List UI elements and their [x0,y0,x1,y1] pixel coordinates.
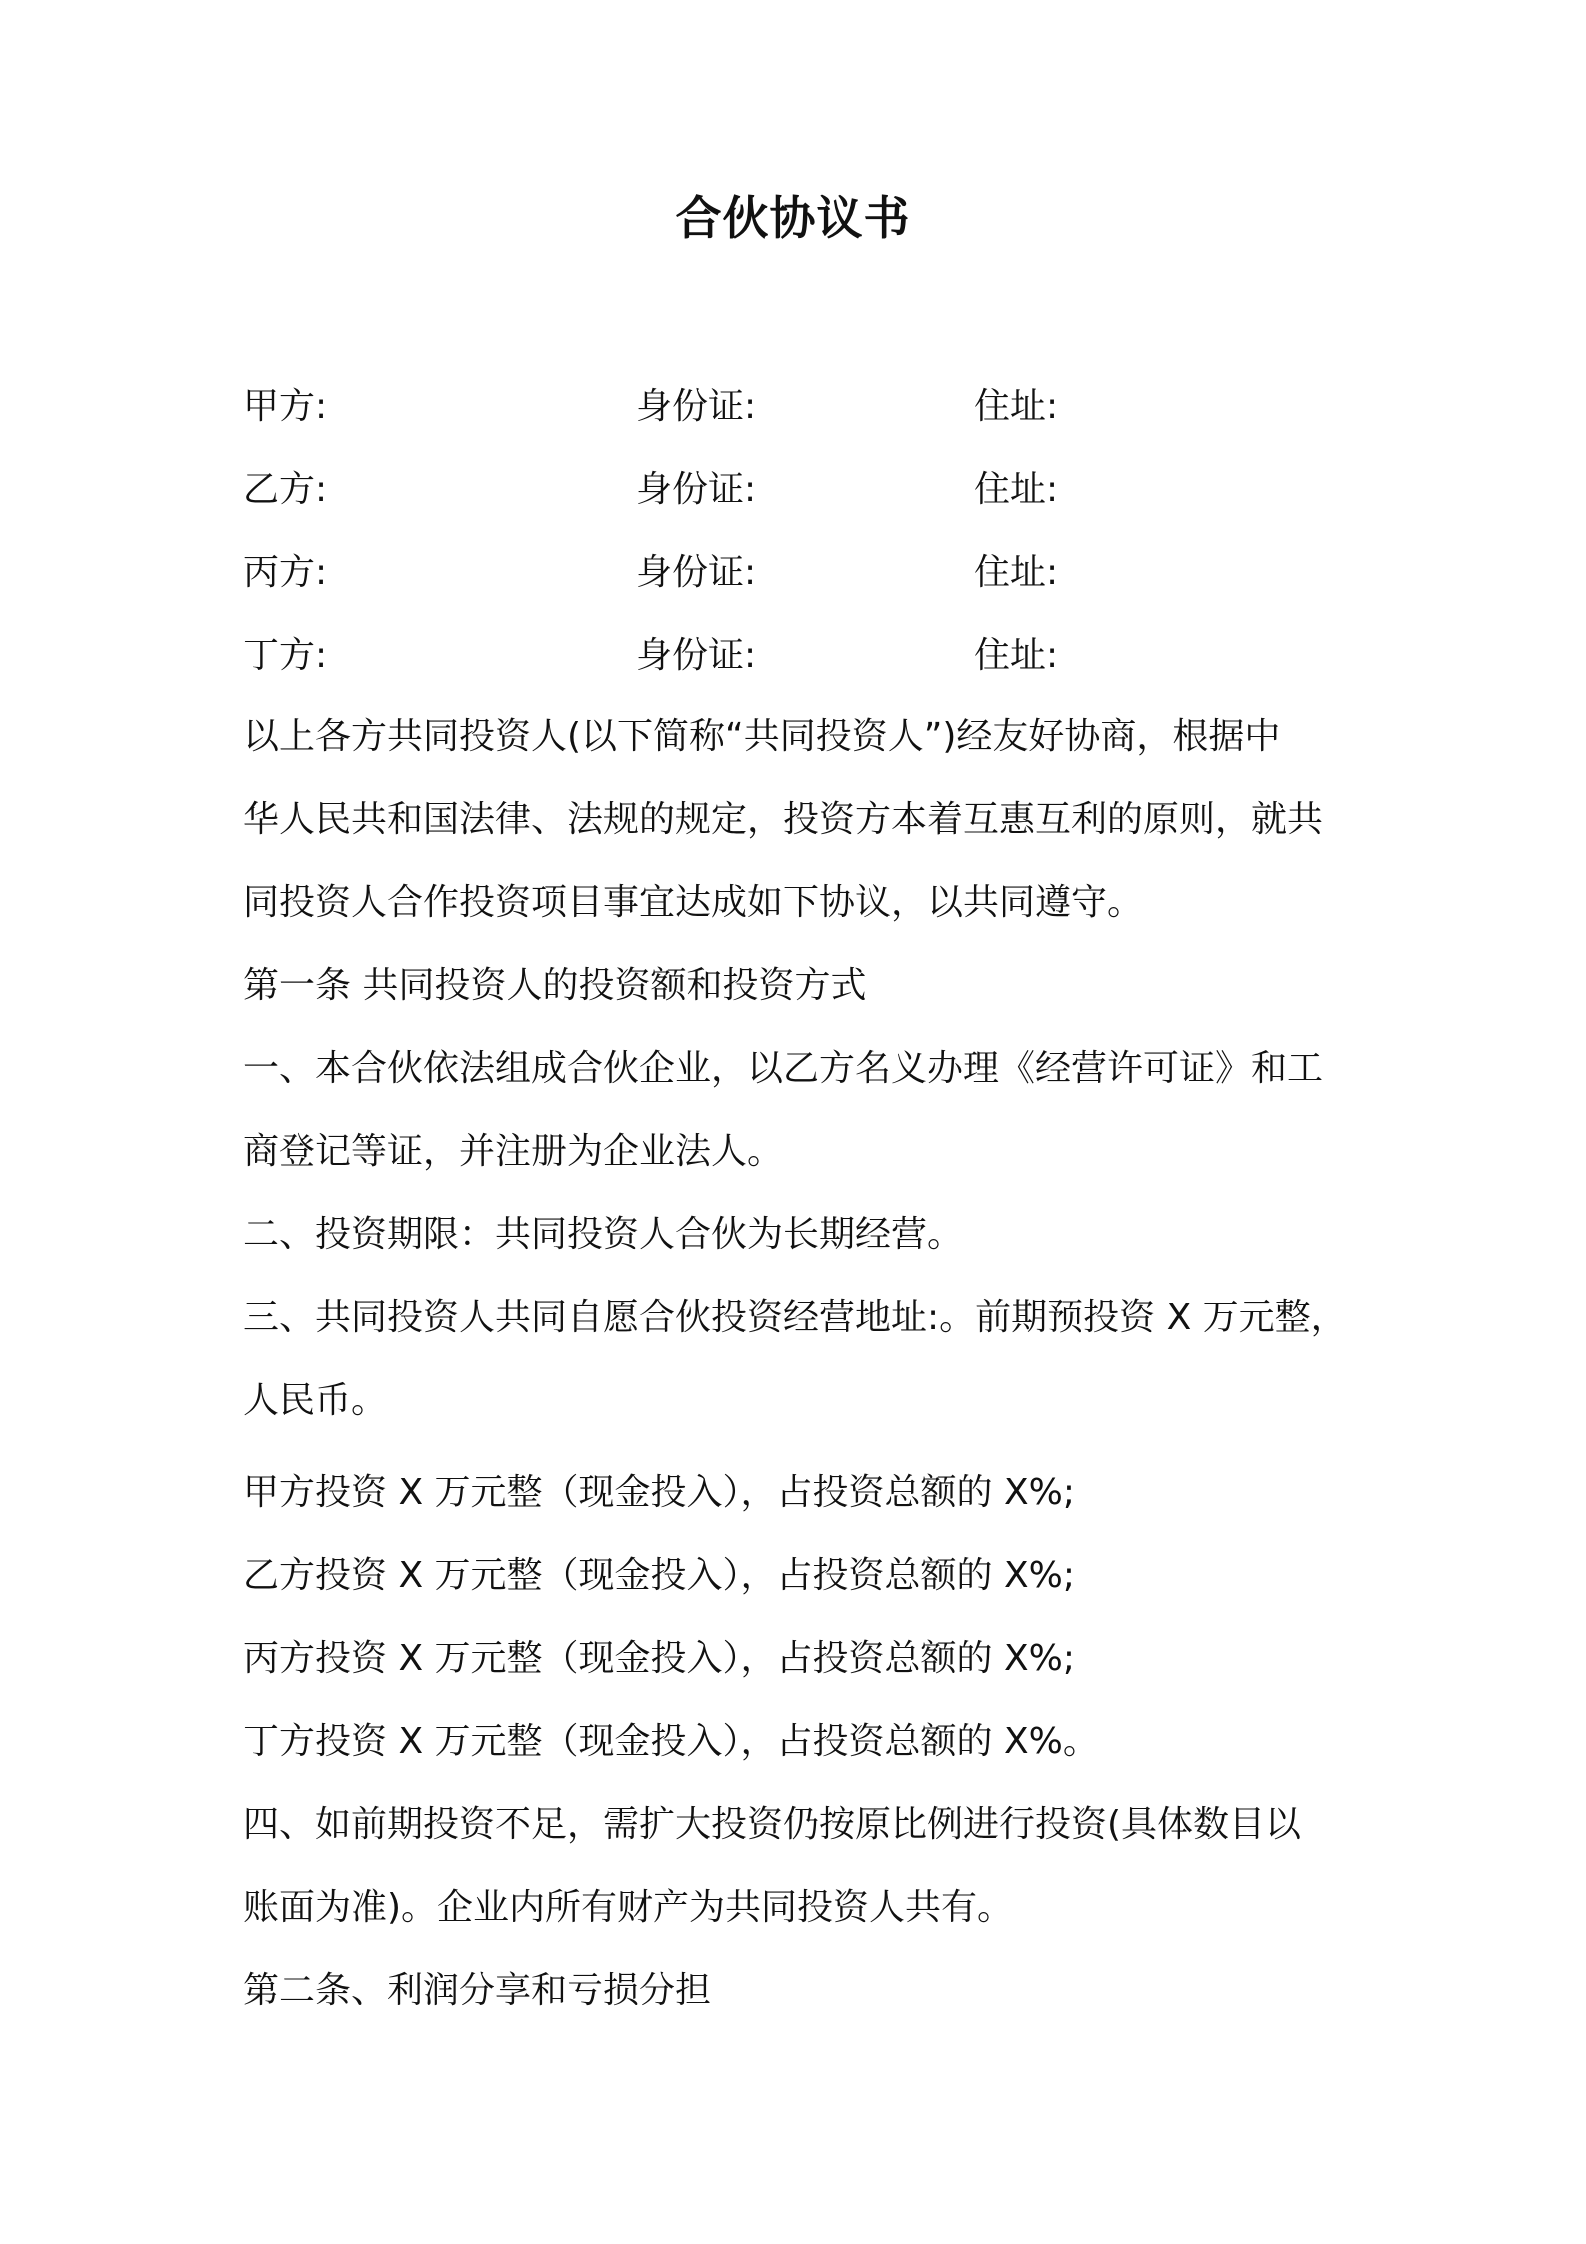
investment-line: 丙方投资 X 万元整（现金投入），占投资总额的 X%; [243,1638,1075,1679]
party-row-b [243,461,1353,511]
article-heading: 第二条、利润分享和亏损分担 [243,1970,712,2011]
body-line: 以上各方共同投资人(以下简称“共同投资人”)经友好协商，根据中 [243,716,1281,757]
body-line: 三、共同投资人共同自愿合伙投资经营地址:。前期预投资 X 万元整， [243,1297,1347,1338]
body-line: 一、本合伙依法组成合伙企业，以乙方名义办理《经营许可证》和工 [243,1048,1324,1089]
party-id-label: 身份证: [636,552,757,593]
party-id-label: 身份证: [636,469,757,510]
body-line: 人民币。 [243,1380,388,1421]
party-name: 乙方: [243,469,328,510]
body-line: 四、如前期投资不足，需扩大投资仍按原比例进行投资(具体数目以 [243,1804,1302,1845]
party-address-label: 住址: [974,386,1059,427]
party-row-d [243,627,1353,677]
party-name: 甲方: [243,386,328,427]
party-row-c [243,544,1353,594]
party-id-label: 身份证: [636,386,757,427]
party-address-label: 住址: [974,469,1059,510]
party-row-a [243,378,1353,428]
body-line: 二、投资期限：共同投资人合伙为长期经营。 [243,1214,964,1255]
party-id-label: 身份证: [636,635,757,676]
party-name: 丙方: [243,552,328,593]
investment-line: 乙方投资 X 万元整（现金投入），占投资总额的 X%; [243,1555,1075,1596]
body-line: 账面为准)。企业内所有财产为共同投资人共有。 [243,1887,1014,1928]
investment-line: 丁方投资 X 万元整（现金投入），占投资总额的 X%。 [243,1721,1099,1762]
investment-line: 甲方投资 X 万元整（现金投入），占投资总额的 X%; [243,1472,1075,1513]
body-line: 同投资人合作投资项目事宜达成如下协议，以共同遵守。 [243,882,1144,923]
body-line: 商登记等证，并注册为企业法人。 [243,1131,784,1172]
party-address-label: 住址: [974,552,1059,593]
document-title: 合伙协议书 [675,191,911,245]
body-line: 华人民共和国法律、法规的规定，投资方本着互惠互利的原则，就共 [243,799,1324,840]
party-name: 丁方: [243,635,328,676]
article-heading: 第一条 共同投资人的投资额和投资方式 [243,965,867,1006]
party-address-label: 住址: [974,635,1059,676]
